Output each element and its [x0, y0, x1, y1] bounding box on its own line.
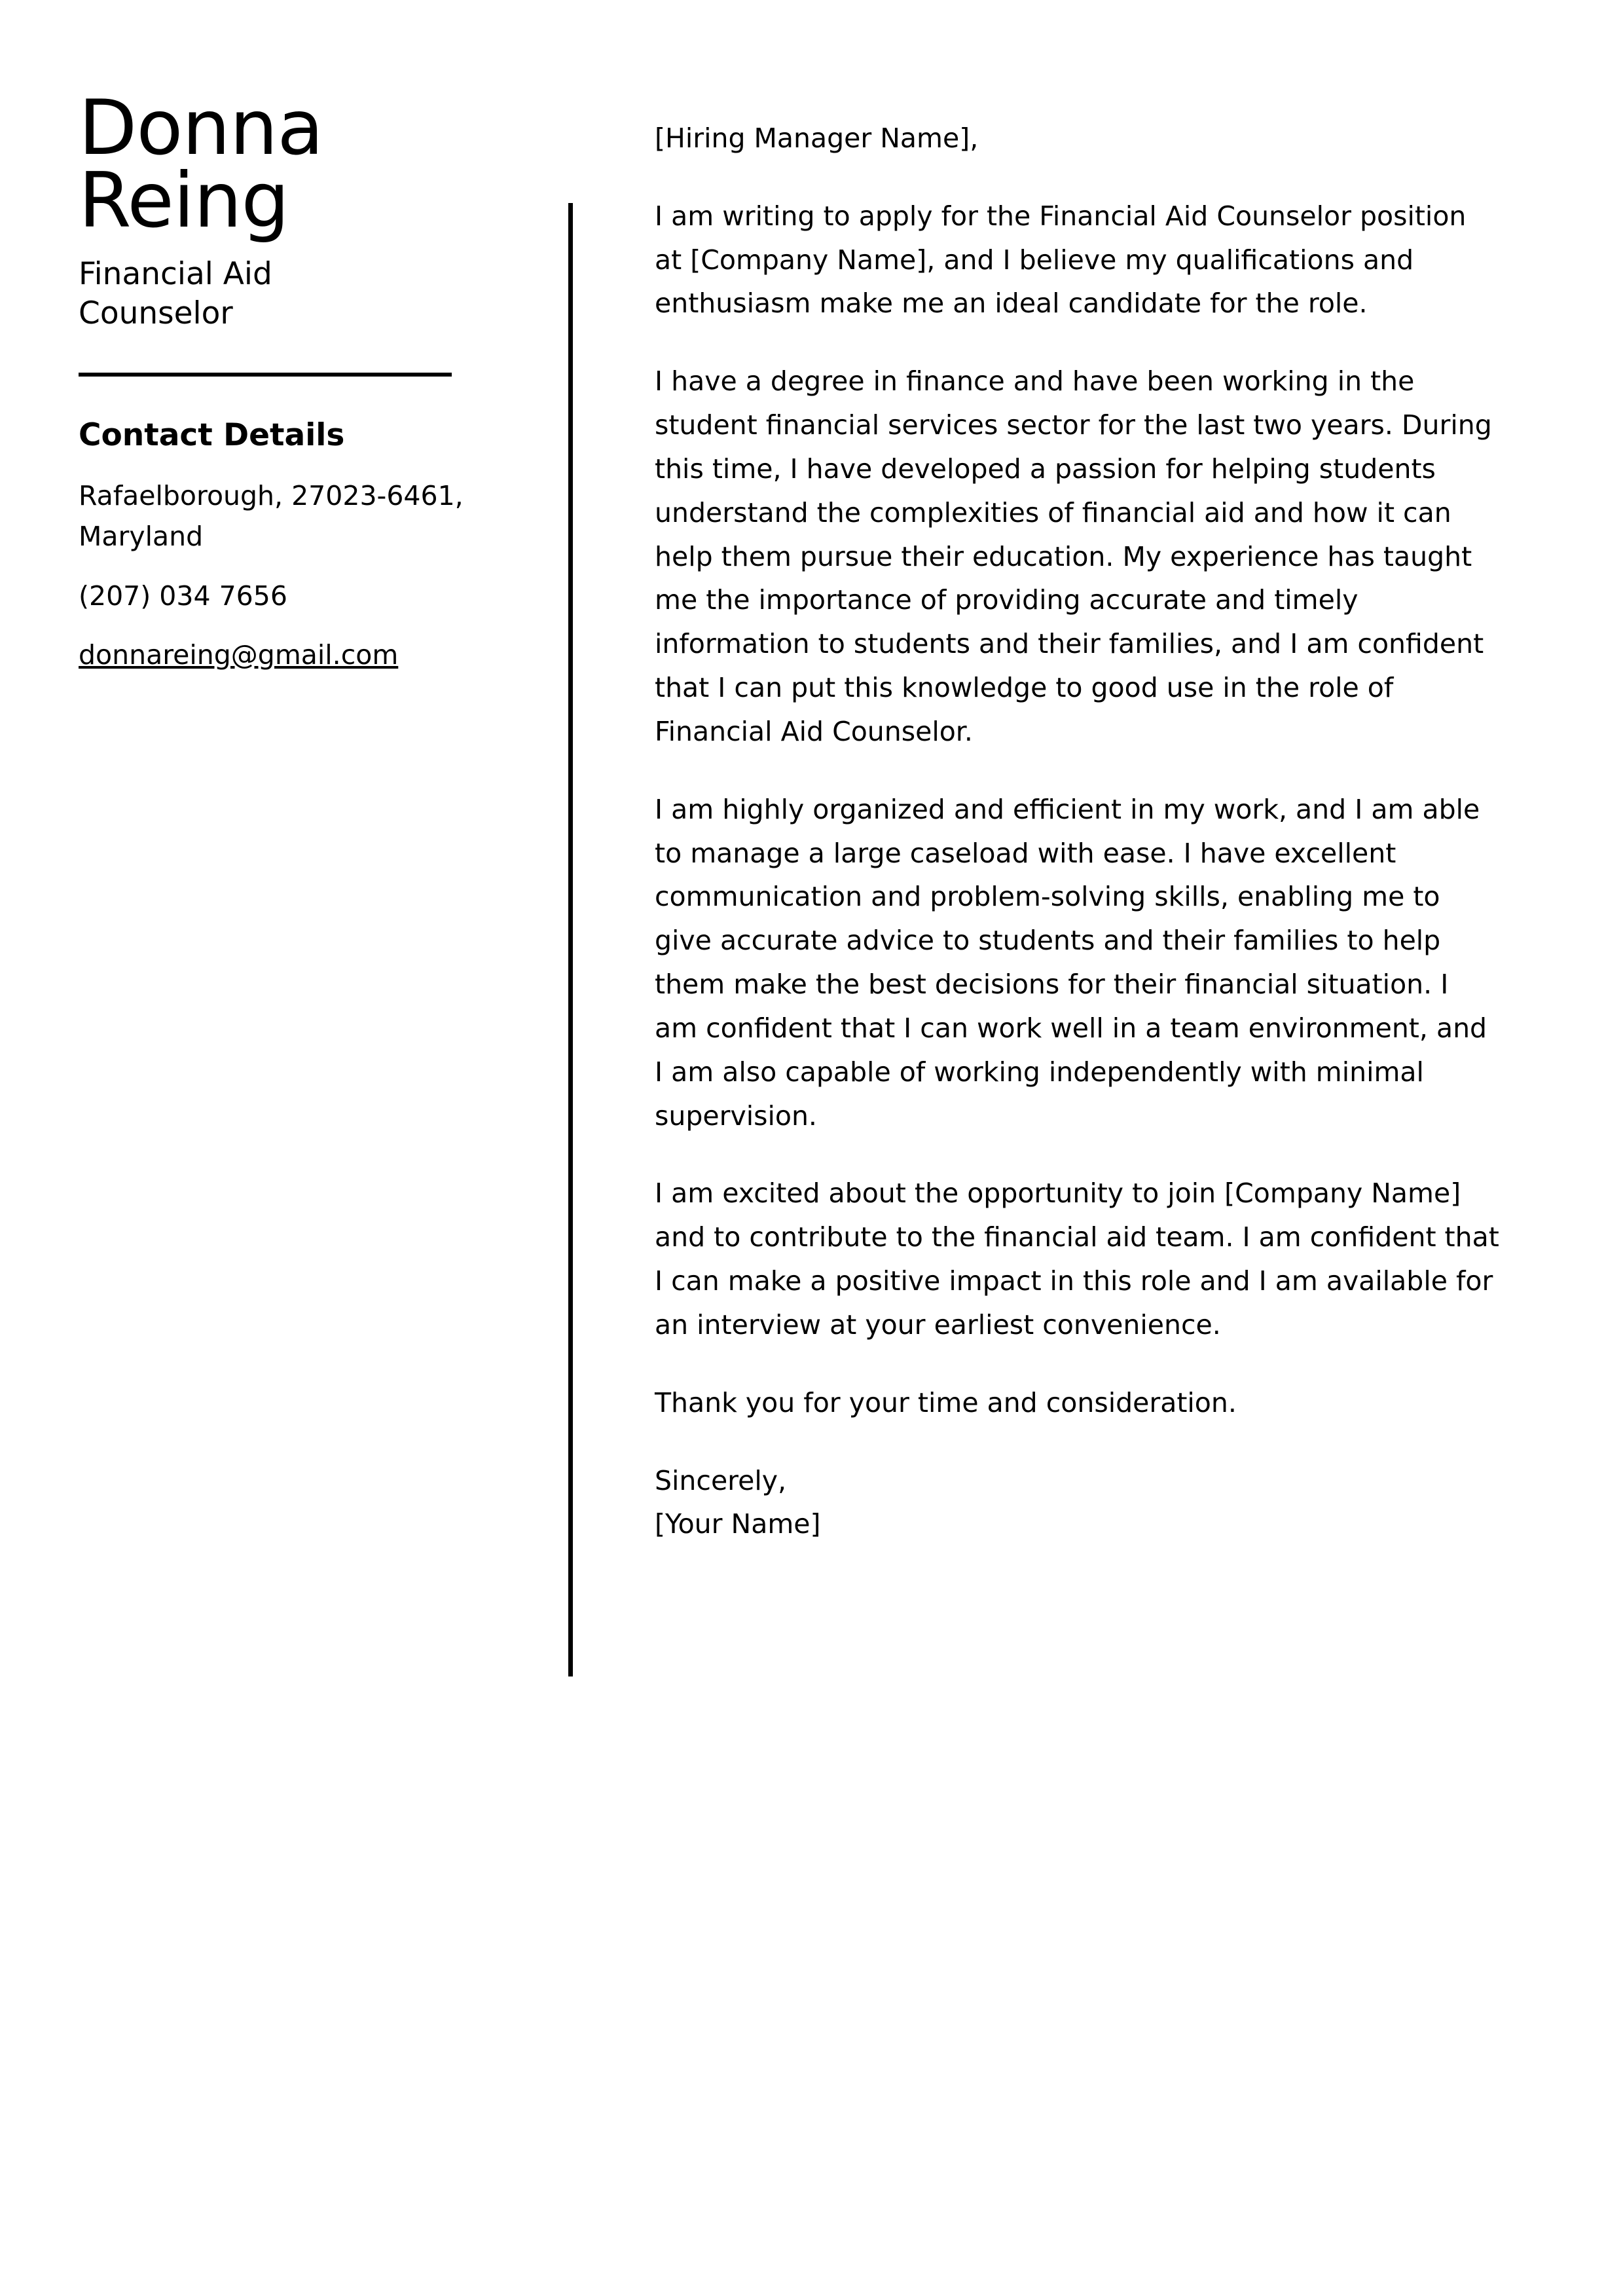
first-name: Donna	[79, 84, 323, 172]
contact-email-wrapper	[79, 635, 471, 675]
letter-paragraph-3: I am highly organized and efficient in my work, and I am able to manage a large caseload with ease. I have excellent communication and problem-solving skills, enabling me to give accurate advice to students and their families to help them make the best decisions for their financial situation. I am confident that I can work well in a team environment, and I am also capable of working independently with minimal supervision.	[655, 793, 1487, 1132]
letter-paragraph-2: I have a degree in finance and have been working in the student financial services sector for the last two years. During this time, I have developed a passion for helping students understand the complexities of financial aid and how it can help them pursue their education. My experience has taught me the importance of providing accurate and timely information to students and their families, and I am confident that I can put this knowledge to good use in the role of Financial Aid Counselor.	[655, 365, 1492, 747]
letter-paragraph-1: I am writing to apply for the Financial Aid Counselor position at [Company Name], and I believe my qualifications and enthusiasm make me an ideal candidate for the role.	[655, 200, 1467, 320]
letter-signature-name: [Your Name]	[655, 1508, 821, 1540]
letter-body	[655, 117, 1499, 1546]
contact-details-list	[79, 475, 471, 675]
sidebar-divider	[79, 373, 452, 377]
candidate-name	[79, 84, 471, 246]
sidebar	[79, 84, 471, 675]
job-title: Financial Aid Counselor	[79, 255, 272, 331]
contact-address: Rafaelborough, 27023-6461, Maryland	[79, 480, 464, 553]
last-name: Reing	[79, 157, 289, 246]
contact-email-link[interactable]: donnareing@gmail.com	[79, 639, 399, 671]
letter-thanks: Thank you for your time and consideration.	[655, 1386, 1237, 1418]
contact-details-heading: Contact Details	[79, 417, 345, 454]
contact-phone[interactable]: (207) 034 7656	[79, 580, 287, 612]
letter-paragraph-4: I am excited about the opportunity to join [Company Name] and to contribute to the financial aid team. I am confident that I can make a positive impact in this role and I am available for an interview at your earliest convenience.	[655, 1177, 1499, 1341]
vertical-divider	[568, 203, 573, 1676]
letter-sign-off: Sincerely,	[655, 1464, 787, 1496]
letter-salutation: [Hiring Manager Name],	[655, 122, 979, 154]
